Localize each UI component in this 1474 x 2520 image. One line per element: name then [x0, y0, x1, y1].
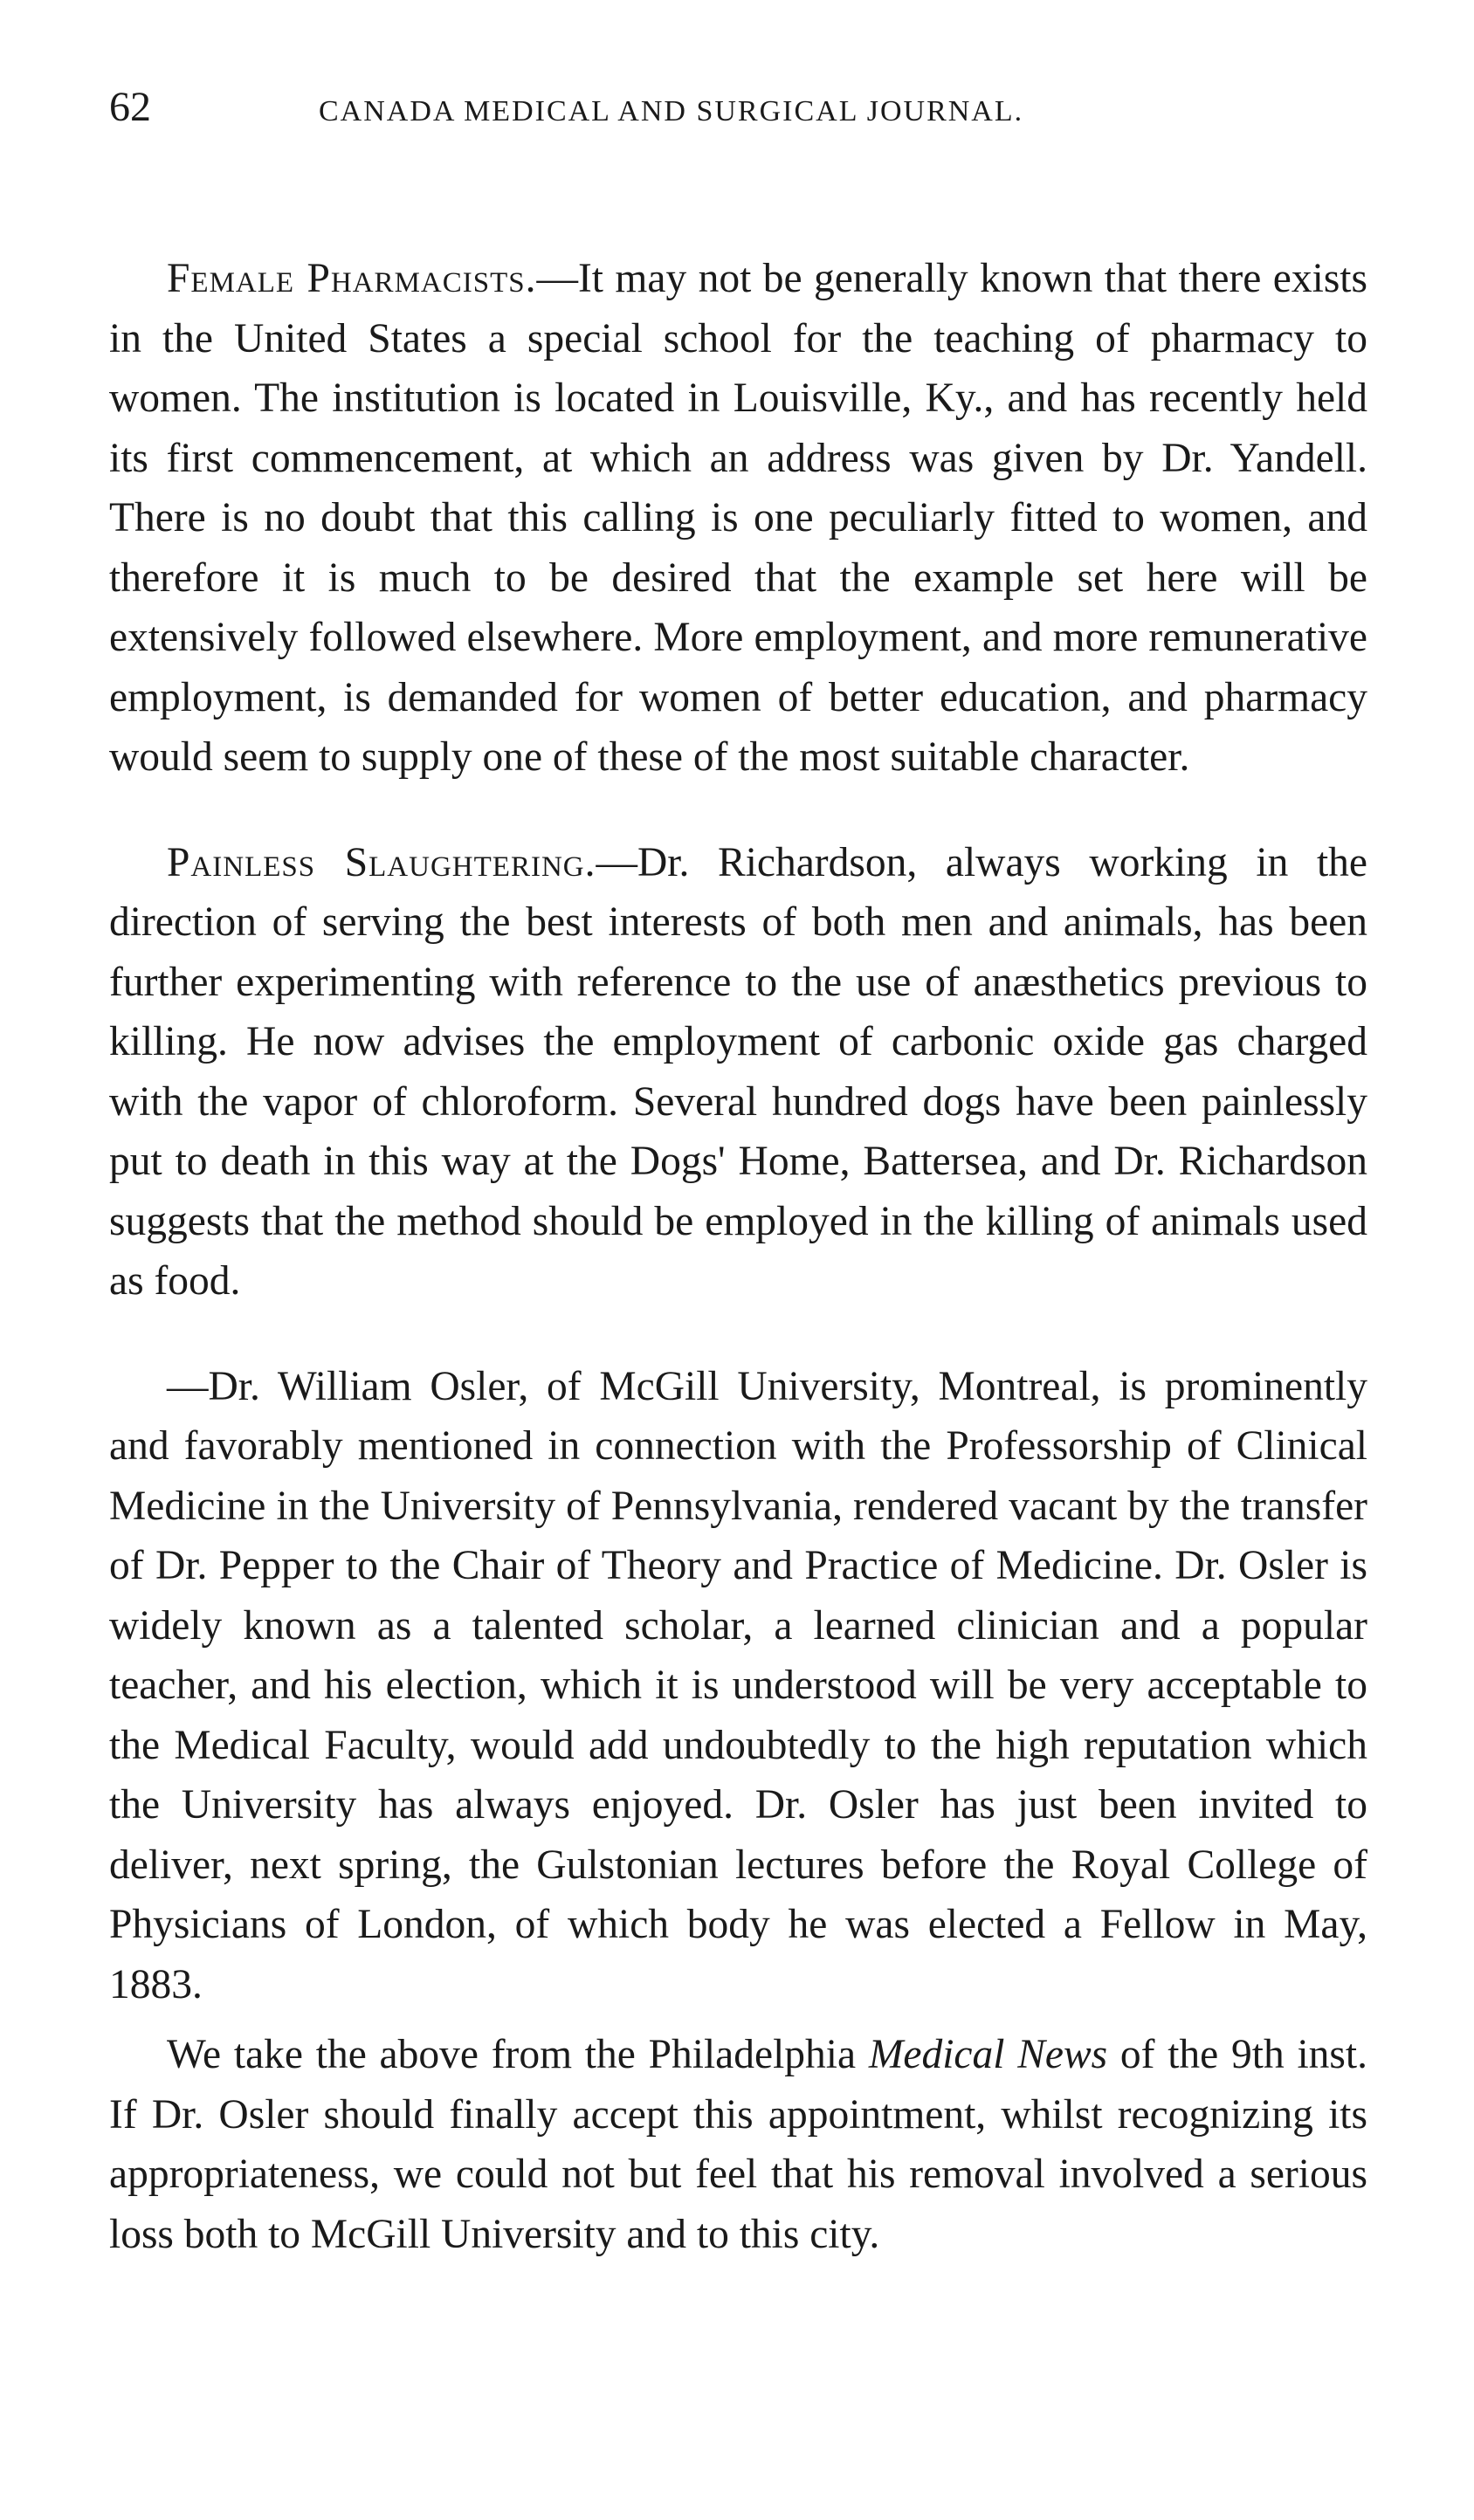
article-paragraph	[109, 833, 1367, 1312]
journal-title: CANADA MEDICAL AND SURGICAL JOURNAL.	[319, 95, 1024, 127]
article-body-end: of the 9th inst. If Dr. Osler should finally accept this appointment, whilst recognizing its appropriateness, we could not but feel that his removal involved a serious loss both to McGill University and to this city.	[109, 2032, 1367, 2257]
article-editorial-comment	[109, 2025, 1367, 2264]
publication-title: Medical News	[868, 2032, 1108, 2077]
article-paragraph	[109, 1357, 1367, 2015]
article-heading: Female Pharmacists.	[167, 256, 537, 301]
article-body-start: We take the above from the Philadelphia	[167, 2032, 869, 2077]
running-head	[109, 83, 1367, 144]
page-number: 62	[109, 84, 151, 130]
article-body: —Dr. William Osler, of McGill University, Montreal, is prominently and favorably mentioned in connection with the Professorship of Clinical Medicine in the University of Pennsylvania, rendered vacant by the transfer of Dr. Pepper to the Chair of Theory and Practice of Medicine. Dr. Osler is widely known as a talented scholar, a learned clinician and a popular teacher, and his election, which it is understood will be very acceptable to the Medical Faculty, would add undoubtedly to the high reputation which the University has always enjoyed. Dr. Osler has just been invited to deliver, next spring, the Gulstonian lectures before the Royal College of Physicians of London, of which body he was elected a Fellow in May, 1883.	[109, 1363, 1367, 2007]
article-painless-slaughtering	[109, 833, 1367, 1312]
article-paragraph	[109, 2025, 1367, 2264]
article-female-pharmacists	[109, 249, 1367, 788]
article-heading: Painless Slaughtering.	[167, 839, 596, 885]
article-paragraph	[109, 249, 1367, 788]
article-body: —It may not be generally known that there exists in the United States a special school for the teaching of pharmacy to women. The institution is located in Louisville, Ky., and has recently held its first commencement, at which an address was given by Dr. Yandell. There is no doubt that this calling is one peculiarly fitted to women, and therefore it is much to be desired that the example set here will be extensively followed elsewhere. More employment, and more remunerative employment, is demanded for women of better education, and pharmacy would seem to supply one of these of the most suitable character.	[109, 256, 1367, 780]
article-body: —Dr. Richardson, always working in the direction of serving the best interests of both men and animals, has been further experimenting with reference to the use of anæsthetics previous to killing. He now advises the employment of carbonic oxide gas charged with the vapor of chloroform. Several hundred dogs have been painlessly put to death in this way at the Dogs' Home, Battersea, and Dr. Richardson suggests that the method should be employed in the killing of animals used as food.	[109, 839, 1367, 1304]
article-osler-appointment	[109, 1357, 1367, 2015]
